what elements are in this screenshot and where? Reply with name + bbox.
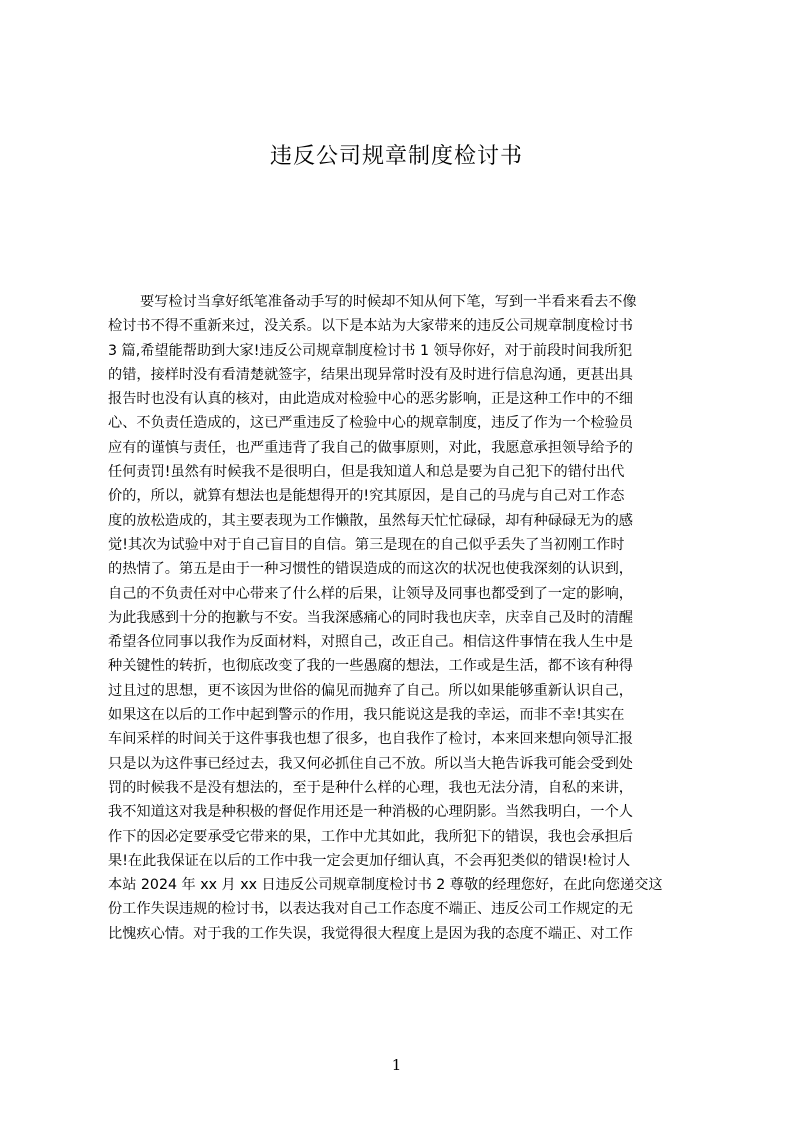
- body-line: 如果这在以后的工作中起到警示的作用，我只能说这是我的幸运，而非不幸!其实在: [108, 707, 625, 724]
- body-line: 3 篇,希望能帮助到大家!违反公司规章制度检讨书 1 领导你好，对于前段时间我所犯: [108, 342, 633, 359]
- body-line: 比愧疚心情。对于我的工作失误，我觉得很大程度上是因为我的态度不端正、对工作: [108, 925, 633, 942]
- body-line: 希望各位同事以我作为反面材料，对照自己，改正自己。相信这件事情在我人生中是: [108, 634, 633, 651]
- body-line: 度的放松造成的，其主要表现为工作懒散，虽然每天忙忙碌碌，却有种碌碌无为的感: [108, 512, 633, 529]
- body-line: 自己的不负责任对中心带来了什么样的后果，让领导及同事也都受到了一定的影响，: [108, 585, 633, 602]
- body-line: 种关键性的转折，也彻底改变了我的一些愚腐的想法，工作或是生活，都不该有种得: [108, 658, 633, 675]
- body-line: 罚的时候我不是没有想法的，至于是种什么样的心理，我也无法分清，自私的来讲，: [108, 779, 633, 796]
- document-title: 违反公司规章制度检讨书: [269, 144, 523, 169]
- body-line: 作下的因必定要承受它带来的果，工作中尤其如此，我所犯下的错误，我也会承担后: [108, 828, 633, 845]
- body-line: 本站 2024 年 xx 月 xx 日违反公司规章制度检讨书 2 尊敬的经理您好，在此向您递交这: [108, 877, 663, 894]
- body-line: 我不知道这对我是种积极的督促作用还是一种消极的心理阴影。当然我明白，一个人: [108, 804, 633, 821]
- body-line: 报告时也没有认真的核对，由此造成对检验中心的恶劣影响，正是这种工作中的不细: [108, 391, 633, 408]
- body-line: 只是以为这件事已经过去，我又何必抓住自己不放。所以当大艳告诉我可能会受到处: [108, 755, 633, 772]
- body-line: 过且过的思想，更不该因为世俗的偏见而抛弃了自己。所以如果能够重新认识自己，: [108, 682, 633, 699]
- body-line: 心、不负责任造成的，这已严重违反了检验中心的规章制度，违反了作为一个检验员: [108, 415, 633, 432]
- body-line: 的错，接样时没有看清楚就签字，结果出现异常时没有及时进行信息沟通，更甚出具: [108, 366, 633, 383]
- body-line: 为此我感到十分的抱歉与不安。当我深感痛心的同时我也庆幸，庆幸自己及时的清醒: [108, 609, 633, 626]
- body-line: 任何责罚!虽然有时候我不是很明白，但是我知道人和总是要为自己犯下的错付出代: [108, 464, 625, 481]
- body-line: 检讨书不得不重新来过，没关系。以下是本站为大家带来的违反公司规章制度检讨书: [108, 318, 633, 335]
- body-line: 果!在此我保证在以后的工作中我一定会更加仔细认真，不会再犯类似的错误!检讨人: [108, 852, 631, 869]
- body-line: 觉!其次为试验中对于自己盲目的自信。第三是现在的自己似乎丢失了当初刚工作时: [108, 536, 625, 553]
- body-line: 车间采样的时间关于这件事我也想了很多，也自我作了检讨，本来回来想向领导汇报: [108, 731, 633, 748]
- body-line: 要写检讨当拿好纸笔准备动手写的时候却不知从何下笔，写到一半看来看去不像: [140, 294, 637, 310]
- page-number: 1: [391, 1056, 402, 1074]
- document-body: [108, 290, 698, 946]
- body-line: 价的，所以，就算有想法也是能想得开的!究其原因，是自己的马虎与自己对工作态: [108, 488, 625, 505]
- body-line: 应有的谨慎与责任，也严重违背了我自己的做事原则，对此，我愿意承担领导给予的: [108, 439, 633, 456]
- body-line: 的热情了。第五是由于一种习惯性的错误造成的而这次的状况也使我深刻的认识到，: [108, 561, 633, 578]
- body-line: 份工作失误违规的检讨书，以表达我对自己工作态度不端正、违反公司工作规定的无: [108, 901, 633, 918]
